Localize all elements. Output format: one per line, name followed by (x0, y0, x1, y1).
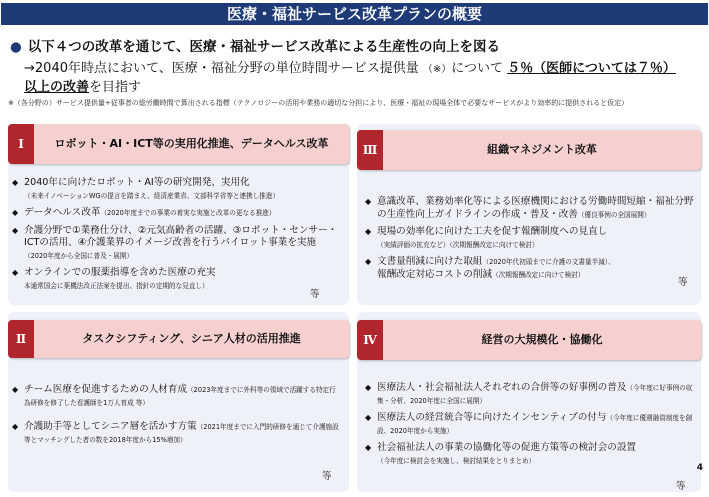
bullet-icon: ● (10, 39, 22, 55)
item-text: 医療法人の経営統合等に向けたインセンティブの付与 (377, 412, 607, 423)
section-1-header (8, 124, 349, 164)
item-detail: （今年度に優遇融資制度を創設、2020年度から実施） (377, 414, 693, 435)
item-text: 介護助手等としてシニア層を活かす方策 (24, 421, 197, 432)
section-3-header (357, 130, 701, 170)
item-detail-2: （次期報酬改定に向けて検討） (492, 270, 585, 279)
item-text: 現場の効率化に向けた工夫を促す報酬制度への見直し (377, 226, 608, 237)
section-number: Ⅲ (357, 130, 383, 170)
etc-label: 等 (310, 289, 320, 300)
list-item (365, 256, 699, 281)
section-1-items (12, 177, 342, 297)
diamond-bullet-icon: ◆ (365, 383, 372, 392)
target-statement (24, 60, 694, 97)
list-item (12, 207, 342, 220)
section-2-items (12, 384, 342, 451)
footnote: ※（各分野の）サービス提供量÷従事者の総労働時間で算出される指標（テクノロジーの活用や業務の適切な分担により、医療・福祉の現場全体で必要なサービスがより効率的に提供されると仮定） (8, 99, 629, 107)
target-highlight-b: 以上の改善 (24, 80, 90, 95)
diamond-bullet-icon: ◆ (12, 225, 19, 235)
item-detail: （今年度に好事例の収集・分析、2020年度に全国に展開） (377, 384, 693, 405)
target-text-c: を目指す (89, 80, 142, 95)
list-item (365, 382, 699, 407)
list-item (12, 177, 342, 202)
section-number: Ⅳ (357, 320, 383, 360)
item-detail: （2021年度までに入門的研修を通じて介護施設等とマッチングした者の数を2018年度から15%増加） (24, 423, 339, 444)
section-title: ロボット・AI・ICT等の実用化推進、データヘルス改革 (54, 137, 329, 150)
list-item (12, 421, 342, 446)
item-text: 医療法人・社会福祉法人それぞれの合併等の好事例の普及 (377, 382, 627, 393)
item-text-2: 報酬改定対応コストの削減 (377, 268, 493, 280)
item-detail: （優良事例の全国展開） (577, 210, 651, 219)
lead-text: 以下４つの改革を通じて、医療・福祉サービス改革による生産性の向上を図る (27, 39, 501, 55)
item-detail: 本通常国会に薬機法改正法案を提出、指針の定期的な見直し） (24, 281, 209, 290)
item-text: 2040年に向けたロボット・AI等の研究開発、実用化 (24, 177, 250, 188)
item-text: 介護分野で①業務仕分け、②元気高齢者の活躍、③ロボット・センサー・ICTの活用、④介護業界のイメージ改善を行うパイロット事業を実施 (24, 224, 338, 248)
item-text: データヘルス改革 (24, 207, 101, 218)
target-text-b: について (451, 61, 504, 76)
lead-statement (10, 35, 700, 55)
diamond-bullet-icon: ◆ (12, 268, 19, 277)
item-text: 社会福祉法人の事業の協働化等の促進方策等の検討会の設置 (377, 442, 637, 453)
section-2-header (8, 320, 349, 358)
item-detail: （2020年代初頭までに介護の文書量半減）、 (482, 258, 615, 266)
item-text: チーム医療を促進するための人材育成 (24, 384, 188, 395)
list-item (12, 384, 342, 409)
item-detail: （2023年度までに外科等の領域で活躍する特定行為研修を修了した看護師を1万人育成 等） (24, 386, 336, 407)
item-text: オンラインでの服薬指導を含めた医療の充実 (24, 267, 216, 278)
target-highlight-a: ５％（医師については７％） (507, 61, 676, 76)
section-4-header (357, 320, 701, 360)
item-detail: （2020年度までの事業の着実な実施と改革の更なる推進） (100, 209, 276, 217)
item-detail: （未来イノベーションWGの提言を踏まえ、経済産業省、文部科学省等と連携し推進） (24, 191, 280, 200)
section-number: Ⅰ (8, 124, 34, 164)
note-mark: （※） (422, 64, 452, 75)
item-detail: （今年度に検討会を実施し、検討結果をとりまとめ） (377, 456, 536, 465)
target-text-a: 2040年時点において、医療・福祉分野の単位時間サービス提供量 (34, 61, 419, 76)
item-text: 文書量削減に向けた取組 (377, 256, 483, 267)
arrow-icon: → (24, 61, 35, 76)
item-detail: （2020年度から全国に普及・展開） (24, 251, 134, 260)
diamond-bullet-icon: ◆ (365, 443, 372, 452)
list-item (365, 442, 699, 467)
etc-label: 等 (678, 277, 688, 288)
list-item (365, 412, 699, 437)
item-detail: （実績評価の拡充など）（次期報酬改定に向けて検討） (377, 240, 539, 249)
section-3-items (365, 196, 699, 286)
section-number: Ⅱ (8, 320, 34, 358)
slide-title: 医療・福祉サービス改革プランの概要 (1, 3, 708, 25)
section-4-items (365, 382, 699, 472)
diamond-bullet-icon: ◆ (12, 385, 19, 394)
page-number: 4 (696, 463, 703, 473)
diamond-bullet-icon: ◆ (12, 178, 19, 187)
list-item (365, 226, 699, 251)
etc-label: 等 (676, 481, 686, 492)
section-title: 組織マネジメント改革 (487, 143, 597, 156)
diamond-bullet-icon: ◆ (365, 257, 372, 266)
item-text: 意識改革、業務効率化等による医療機関における労働時間短縮・福祉分野の生産性向上ガイドラインの作成・普及・改善 (377, 196, 694, 220)
list-item (12, 267, 342, 292)
section-title: 経営の大規模化・協働化 (481, 333, 603, 346)
list-item (12, 225, 342, 263)
diamond-bullet-icon: ◆ (12, 422, 19, 431)
diamond-bullet-icon: ◆ (365, 197, 372, 206)
etc-label: 等 (322, 471, 332, 482)
list-item (365, 196, 699, 221)
diamond-bullet-icon: ◆ (365, 413, 372, 422)
section-title: タスクシフティング、シニア人材の活用推進 (82, 332, 301, 345)
diamond-bullet-icon: ◆ (12, 208, 19, 217)
diamond-bullet-icon: ◆ (365, 227, 372, 236)
